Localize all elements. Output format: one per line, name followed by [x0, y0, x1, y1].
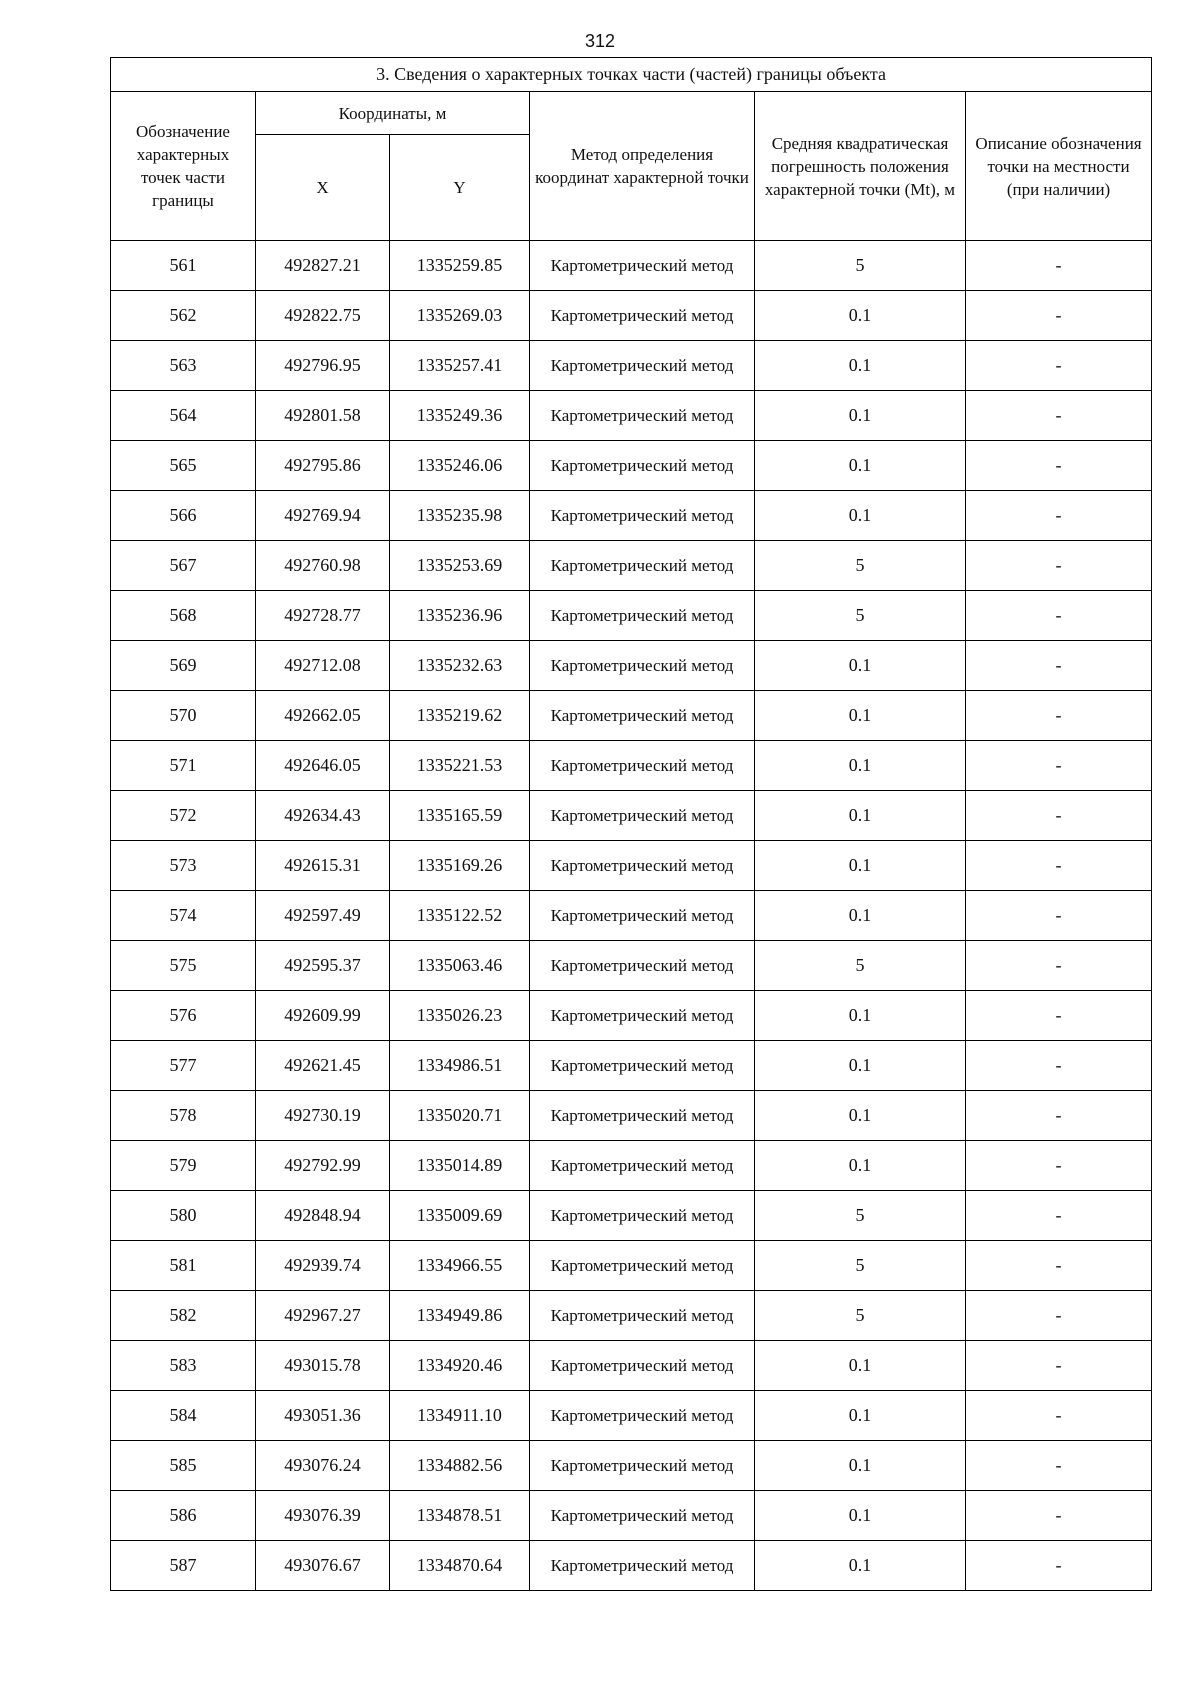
cell-x: 492634.43 [256, 791, 390, 841]
cell-x: 493015.78 [256, 1341, 390, 1391]
header-description: Описание обозначения точки на местности (при наличии) [966, 92, 1152, 241]
table-row [111, 1191, 1152, 1241]
table-row [111, 541, 1152, 591]
table-row [111, 591, 1152, 641]
cell-method: Картометрический метод [530, 1191, 755, 1241]
table-row [111, 741, 1152, 791]
header-error: Средняя квадратическая погрешность положения характерной точки (Mt), м [755, 92, 966, 241]
cell-error: 0.1 [755, 1391, 966, 1441]
cell-x: 493076.24 [256, 1441, 390, 1491]
cell-x: 492760.98 [256, 541, 390, 591]
cell-description: - [966, 1191, 1152, 1241]
cell-error: 0.1 [755, 791, 966, 841]
cell-error: 0.1 [755, 1491, 966, 1541]
cell-y: 1335165.59 [390, 791, 530, 841]
cell-method: Картометрический метод [530, 841, 755, 891]
cell-point: 587 [111, 1541, 256, 1591]
cell-y: 1335249.36 [390, 391, 530, 441]
table-row [111, 891, 1152, 941]
header-point: Обозначение характерных точек части границы [111, 92, 256, 241]
cell-x: 492597.49 [256, 891, 390, 941]
table-row [111, 1541, 1152, 1591]
cell-method: Картометрический метод [530, 791, 755, 841]
cell-point: 586 [111, 1491, 256, 1541]
cell-error: 5 [755, 591, 966, 641]
table-row [111, 491, 1152, 541]
cell-error: 5 [755, 1241, 966, 1291]
cell-x: 492621.45 [256, 1041, 390, 1091]
cell-y: 1335014.89 [390, 1141, 530, 1191]
cell-point: 581 [111, 1241, 256, 1291]
cell-error: 5 [755, 941, 966, 991]
cell-x: 492615.31 [256, 841, 390, 891]
cell-description: - [966, 841, 1152, 891]
table-row [111, 1141, 1152, 1191]
cell-description: - [966, 941, 1152, 991]
cell-method: Картометрический метод [530, 291, 755, 341]
cell-description: - [966, 1241, 1152, 1291]
cell-method: Картометрический метод [530, 1291, 755, 1341]
cell-description: - [966, 241, 1152, 291]
cell-point: 585 [111, 1441, 256, 1491]
cell-error: 0.1 [755, 491, 966, 541]
cell-point: 580 [111, 1191, 256, 1241]
cell-error: 0.1 [755, 1141, 966, 1191]
characteristic-points-table [110, 57, 1152, 1591]
table-row [111, 341, 1152, 391]
cell-point: 584 [111, 1391, 256, 1441]
table-row [111, 1391, 1152, 1441]
cell-error: 0.1 [755, 691, 966, 741]
cell-y: 1335219.62 [390, 691, 530, 741]
cell-description: - [966, 641, 1152, 691]
cell-y: 1334920.46 [390, 1341, 530, 1391]
cell-error: 5 [755, 541, 966, 591]
cell-point: 568 [111, 591, 256, 641]
cell-y: 1335257.41 [390, 341, 530, 391]
cell-description: - [966, 1391, 1152, 1441]
cell-method: Картометрический метод [530, 641, 755, 691]
cell-y: 1334986.51 [390, 1041, 530, 1091]
cell-point: 583 [111, 1341, 256, 1391]
cell-x: 492595.37 [256, 941, 390, 991]
cell-description: - [966, 1291, 1152, 1341]
cell-method: Картометрический метод [530, 441, 755, 491]
cell-y: 1334949.86 [390, 1291, 530, 1341]
cell-y: 1334878.51 [390, 1491, 530, 1541]
cell-point: 576 [111, 991, 256, 1041]
cell-error: 0.1 [755, 1041, 966, 1091]
cell-description: - [966, 691, 1152, 741]
cell-error: 0.1 [755, 641, 966, 691]
table-row [111, 641, 1152, 691]
cell-description: - [966, 991, 1152, 1041]
cell-method: Картометрический метод [530, 691, 755, 741]
cell-error: 0.1 [755, 1341, 966, 1391]
table-row [111, 991, 1152, 1041]
cell-x: 492712.08 [256, 641, 390, 691]
table-row [111, 691, 1152, 741]
cell-description: - [966, 791, 1152, 841]
cell-y: 1335253.69 [390, 541, 530, 591]
cell-method: Картометрический метод [530, 491, 755, 541]
table-row [111, 1341, 1152, 1391]
cell-error: 0.1 [755, 291, 966, 341]
cell-error: 0.1 [755, 1541, 966, 1591]
cell-point: 565 [111, 441, 256, 491]
cell-point: 575 [111, 941, 256, 991]
header-coordinates: Координаты, м [256, 92, 530, 135]
table-row [111, 1241, 1152, 1291]
cell-error: 5 [755, 1191, 966, 1241]
cell-x: 492801.58 [256, 391, 390, 441]
cell-point: 566 [111, 491, 256, 541]
cell-x: 492769.94 [256, 491, 390, 541]
cell-error: 0.1 [755, 891, 966, 941]
cell-method: Картометрический метод [530, 1391, 755, 1441]
cell-description: - [966, 391, 1152, 441]
cell-method: Картометрический метод [530, 391, 755, 441]
cell-x: 493051.36 [256, 1391, 390, 1441]
cell-y: 1335169.26 [390, 841, 530, 891]
cell-point: 571 [111, 741, 256, 791]
cell-x: 492609.99 [256, 991, 390, 1041]
cell-description: - [966, 491, 1152, 541]
cell-y: 1335269.03 [390, 291, 530, 341]
cell-method: Картометрический метод [530, 341, 755, 391]
page-number: 312 [584, 31, 616, 51]
cell-point: 564 [111, 391, 256, 441]
cell-error: 5 [755, 241, 966, 291]
cell-y: 1334966.55 [390, 1241, 530, 1291]
cell-point: 570 [111, 691, 256, 741]
cell-x: 492822.75 [256, 291, 390, 341]
cell-y: 1335221.53 [390, 741, 530, 791]
cell-point: 574 [111, 891, 256, 941]
cell-error: 0.1 [755, 841, 966, 891]
cell-point: 569 [111, 641, 256, 691]
cell-x: 492646.05 [256, 741, 390, 791]
cell-x: 492795.86 [256, 441, 390, 491]
cell-y: 1335235.98 [390, 491, 530, 541]
cell-y: 1334870.64 [390, 1541, 530, 1591]
cell-method: Картометрический метод [530, 1541, 755, 1591]
cell-description: - [966, 1041, 1152, 1091]
cell-description: - [966, 1091, 1152, 1141]
cell-error: 0.1 [755, 1091, 966, 1141]
cell-x: 492939.74 [256, 1241, 390, 1291]
cell-x: 493076.67 [256, 1541, 390, 1591]
cell-y: 1335259.85 [390, 241, 530, 291]
cell-description: - [966, 1441, 1152, 1491]
cell-y: 1334882.56 [390, 1441, 530, 1491]
cell-point: 572 [111, 791, 256, 841]
cell-y: 1335020.71 [390, 1091, 530, 1141]
cell-x: 492792.99 [256, 1141, 390, 1191]
cell-method: Картометрический метод [530, 1441, 755, 1491]
cell-method: Картометрический метод [530, 591, 755, 641]
table-row [111, 1291, 1152, 1341]
table-row [111, 1091, 1152, 1141]
cell-method: Картометрический метод [530, 991, 755, 1041]
cell-y: 1335236.96 [390, 591, 530, 641]
table-row [111, 241, 1152, 291]
cell-method: Картометрический метод [530, 541, 755, 591]
cell-y: 1335009.69 [390, 1191, 530, 1241]
cell-point: 582 [111, 1291, 256, 1341]
cell-error: 5 [755, 1291, 966, 1341]
table-row [111, 441, 1152, 491]
table-body [111, 241, 1152, 1591]
cell-error: 0.1 [755, 341, 966, 391]
table-row [111, 1041, 1152, 1091]
cell-method: Картометрический метод [530, 1091, 755, 1141]
cell-description: - [966, 591, 1152, 641]
cell-point: 562 [111, 291, 256, 341]
cell-description: - [966, 741, 1152, 791]
cell-method: Картометрический метод [530, 1341, 755, 1391]
cell-point: 573 [111, 841, 256, 891]
table-row [111, 841, 1152, 891]
cell-method: Картометрический метод [530, 1491, 755, 1541]
table-row [111, 1491, 1152, 1541]
cell-x: 492796.95 [256, 341, 390, 391]
cell-error: 0.1 [755, 991, 966, 1041]
cell-method: Картометрический метод [530, 741, 755, 791]
cell-description: - [966, 291, 1152, 341]
cell-description: - [966, 441, 1152, 491]
cell-description: - [966, 1141, 1152, 1191]
cell-point: 561 [111, 241, 256, 291]
cell-y: 1335063.46 [390, 941, 530, 991]
cell-description: - [966, 1541, 1152, 1591]
cell-point: 579 [111, 1141, 256, 1191]
header-method: Метод определения координат характерной точки [530, 92, 755, 241]
cell-y: 1335122.52 [390, 891, 530, 941]
cell-method: Картометрический метод [530, 891, 755, 941]
cell-description: - [966, 1491, 1152, 1541]
header-x: X [256, 135, 390, 241]
table-row [111, 291, 1152, 341]
cell-method: Картометрический метод [530, 1141, 755, 1191]
cell-method: Картометрический метод [530, 941, 755, 991]
table-row [111, 791, 1152, 841]
cell-point: 578 [111, 1091, 256, 1141]
cell-method: Картометрический метод [530, 1041, 755, 1091]
table-row [111, 1441, 1152, 1491]
cell-error: 0.1 [755, 1441, 966, 1491]
cell-y: 1335026.23 [390, 991, 530, 1041]
table-row [111, 391, 1152, 441]
cell-error: 0.1 [755, 741, 966, 791]
cell-y: 1335246.06 [390, 441, 530, 491]
cell-method: Картометрический метод [530, 241, 755, 291]
table-title: 3. Сведения о характерных точках части (частей) границы объекта [111, 58, 1152, 92]
cell-x: 492662.05 [256, 691, 390, 741]
cell-x: 492848.94 [256, 1191, 390, 1241]
cell-x: 492730.19 [256, 1091, 390, 1141]
cell-y: 1334911.10 [390, 1391, 530, 1441]
cell-x: 492728.77 [256, 591, 390, 641]
cell-error: 0.1 [755, 391, 966, 441]
cell-x: 492967.27 [256, 1291, 390, 1341]
cell-x: 492827.21 [256, 241, 390, 291]
header-y: Y [390, 135, 530, 241]
cell-description: - [966, 541, 1152, 591]
cell-description: - [966, 1341, 1152, 1391]
cell-y: 1335232.63 [390, 641, 530, 691]
cell-point: 563 [111, 341, 256, 391]
cell-description: - [966, 341, 1152, 391]
cell-error: 0.1 [755, 441, 966, 491]
cell-x: 493076.39 [256, 1491, 390, 1541]
cell-method: Картометрический метод [530, 1241, 755, 1291]
cell-description: - [966, 891, 1152, 941]
cell-point: 567 [111, 541, 256, 591]
cell-point: 577 [111, 1041, 256, 1091]
table-row [111, 941, 1152, 991]
